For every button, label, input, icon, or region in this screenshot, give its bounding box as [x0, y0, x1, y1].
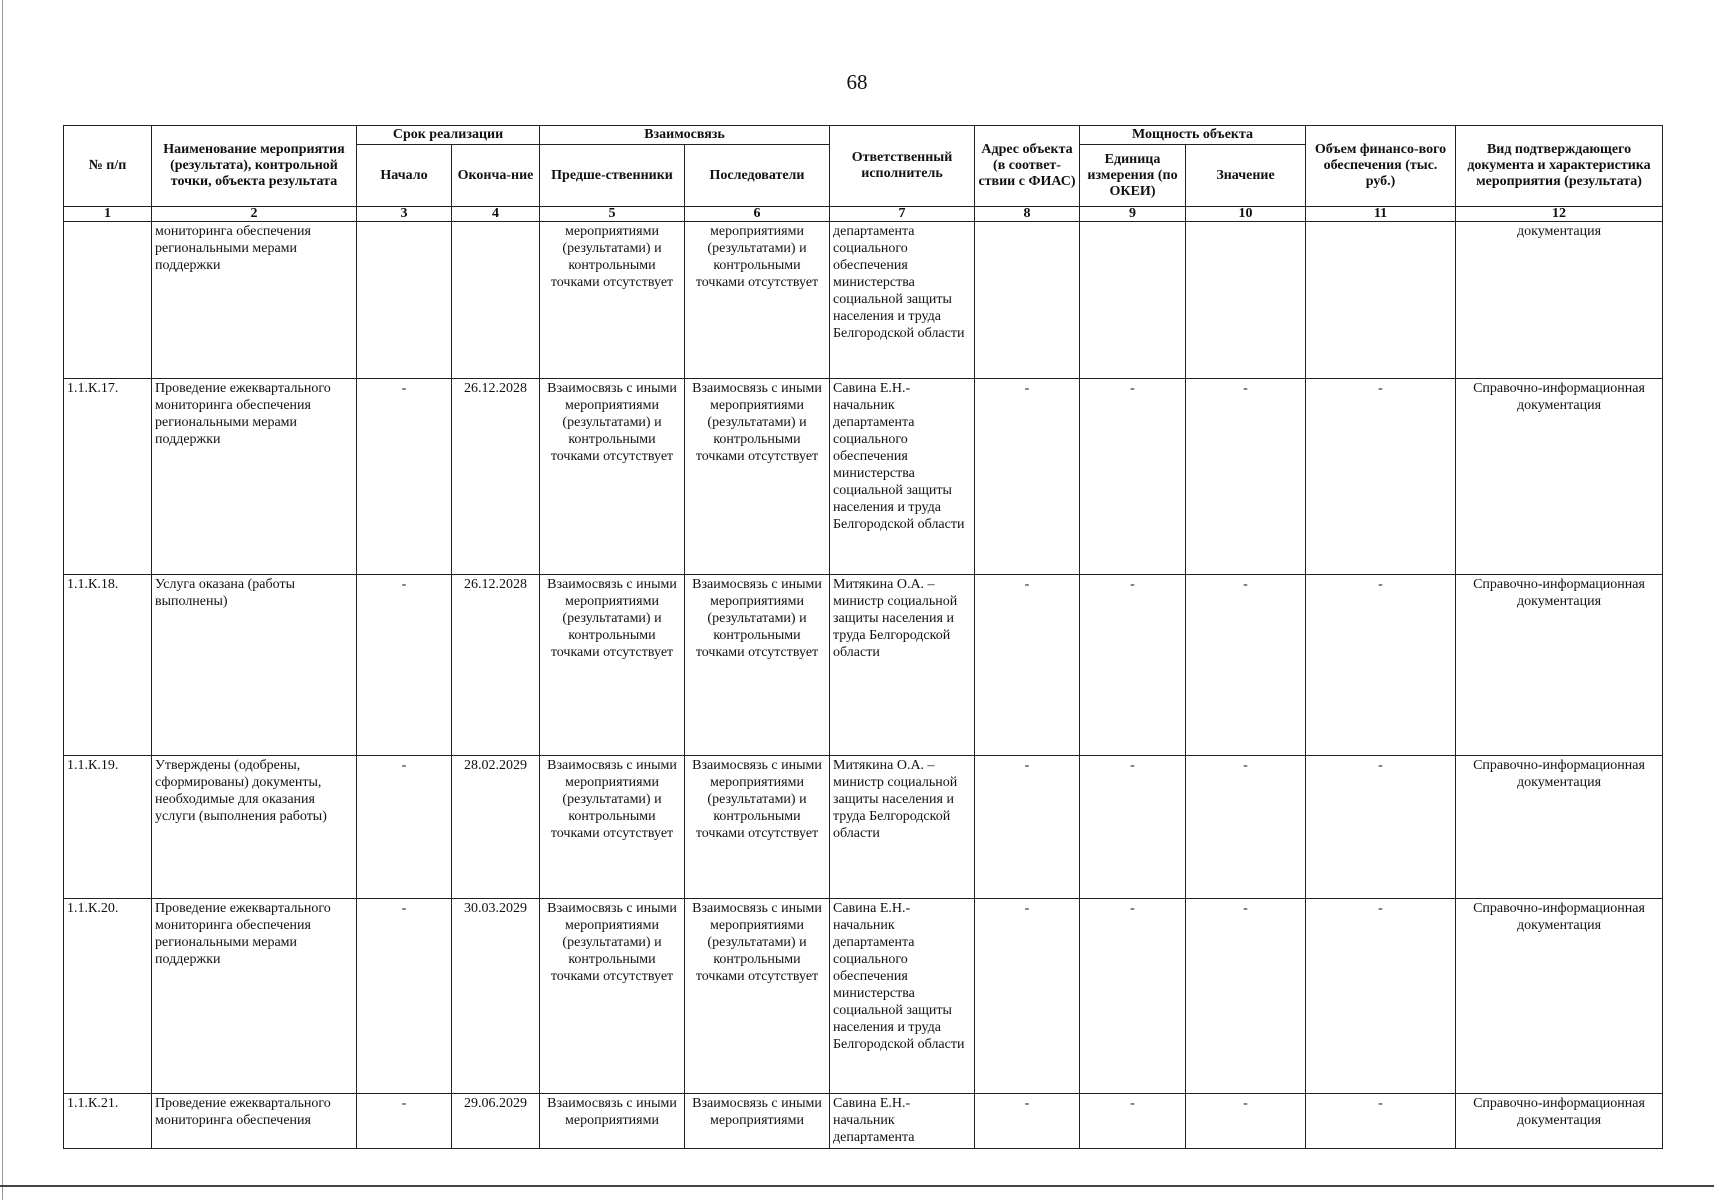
- scan-bottom-edge: [0, 1185, 1714, 1187]
- row-name: мониторинга обеспечения региональными мерами поддержки: [152, 222, 357, 379]
- row-end: 26.12.2028: [452, 574, 540, 755]
- row-successors: Взаимосвязь с иными мероприятиями (результатами) и контрольными точками отсутствует: [685, 379, 830, 575]
- col-number: 4: [452, 207, 540, 222]
- row-unit: -: [1080, 898, 1186, 1094]
- header-num: № п/п: [64, 126, 152, 207]
- row-unit: -: [1080, 574, 1186, 755]
- header-unit: Единица измерения (по ОКЕИ): [1080, 145, 1186, 207]
- row-successors: Взаимосвязь с иными мероприятиями (результатами) и контрольными точками отсутствует: [685, 755, 830, 898]
- row-predecessors: Взаимосвязь с иными мероприятиями (результатами) и контрольными точками отсутствует: [540, 574, 685, 755]
- row-name: Услуга оказана (работы выполнены): [152, 574, 357, 755]
- row-value: -: [1186, 1094, 1306, 1149]
- row-responsible: Савина Е.Н.- начальник департамента социального обеспечения министерства социальной защиты населения и труда Белгородской области: [830, 379, 975, 575]
- row-doc-type: Справочно-информационная документация: [1456, 379, 1663, 575]
- row-num: 1.1.К.18.: [64, 574, 152, 755]
- row-address: -: [975, 379, 1080, 575]
- row-successors: мероприятиями (результатами) и контрольными точками отсутствует: [685, 222, 830, 379]
- header-capacity-group: Мощность объекта: [1080, 126, 1306, 145]
- table-row: [64, 898, 1663, 1094]
- row-responsible: Савина Е.Н.- начальник департамента социального обеспечения министерства социальной защиты населения и труда Белгородской области: [830, 898, 975, 1094]
- row-end: [452, 222, 540, 379]
- row-responsible: Митякина О.А. – министр социальной защиты населения и труда Белгородской области: [830, 574, 975, 755]
- col-number: 10: [1186, 207, 1306, 222]
- row-end: 30.03.2029: [452, 898, 540, 1094]
- row-end: 28.02.2029: [452, 755, 540, 898]
- row-start: -: [357, 574, 452, 755]
- table-row: [64, 379, 1663, 575]
- header-link-group: Взаимосвязь: [540, 126, 830, 145]
- row-start: [357, 222, 452, 379]
- header-address: Адрес объекта (в соответ-ствии с ФИАС): [975, 126, 1080, 207]
- row-value: [1186, 222, 1306, 379]
- col-number: 2: [152, 207, 357, 222]
- col-number: 6: [685, 207, 830, 222]
- header-responsible: Ответственный исполнитель: [830, 126, 975, 207]
- header-value: Значение: [1186, 145, 1306, 207]
- row-predecessors: Взаимосвязь с иными мероприятиями (результатами) и контрольными точками отсутствует: [540, 379, 685, 575]
- row-finance: -: [1306, 898, 1456, 1094]
- table-row: [64, 222, 1663, 379]
- row-value: -: [1186, 574, 1306, 755]
- row-doc-type: документация: [1456, 222, 1663, 379]
- row-unit: -: [1080, 1094, 1186, 1149]
- row-start: -: [357, 379, 452, 575]
- col-number: 7: [830, 207, 975, 222]
- row-doc-type: Справочно-информационная документация: [1456, 755, 1663, 898]
- col-number: 1: [64, 207, 152, 222]
- header-finance: Объем финансо-вого обеспечения (тыс. руб.): [1306, 126, 1456, 207]
- header-period-group: Срок реализации: [357, 126, 540, 145]
- row-finance: -: [1306, 1094, 1456, 1149]
- row-address: -: [975, 898, 1080, 1094]
- col-number: 12: [1456, 207, 1663, 222]
- col-number: 3: [357, 207, 452, 222]
- header-successors: Последователи: [685, 145, 830, 207]
- row-successors: Взаимосвязь с иными мероприятиями (результатами) и контрольными точками отсутствует: [685, 574, 830, 755]
- row-value: -: [1186, 755, 1306, 898]
- implementation-plan-table: [63, 125, 1663, 1149]
- row-successors: Взаимосвязь с иными мероприятиями (результатами) и контрольными точками отсутствует: [685, 898, 830, 1094]
- col-number: 9: [1080, 207, 1186, 222]
- column-number-row: [64, 207, 1663, 222]
- row-end: 29.06.2029: [452, 1094, 540, 1149]
- row-finance: -: [1306, 755, 1456, 898]
- row-num: 1.1.К.21.: [64, 1094, 152, 1149]
- table-row: [64, 755, 1663, 898]
- scan-left-edge: [2, 0, 3, 1200]
- row-address: -: [975, 574, 1080, 755]
- row-doc-type: Справочно-информационная документация: [1456, 574, 1663, 755]
- row-value: -: [1186, 898, 1306, 1094]
- row-predecessors: Взаимосвязь с иными мероприятиями (результатами) и контрольными точками отсутствует: [540, 755, 685, 898]
- row-successors: Взаимосвязь с иными мероприятиями: [685, 1094, 830, 1149]
- row-predecessors: мероприятиями (результатами) и контрольными точками отсутствует: [540, 222, 685, 379]
- header-predecessors: Предше-ственники: [540, 145, 685, 207]
- row-end: 26.12.2028: [452, 379, 540, 575]
- header-doc-type: Вид подтверждающего документа и характеристика мероприятия (результата): [1456, 126, 1663, 207]
- row-address: [975, 222, 1080, 379]
- row-responsible: департамента социального обеспечения министерства социальной защиты населения и труда Белгородской области: [830, 222, 975, 379]
- col-number: 5: [540, 207, 685, 222]
- row-address: -: [975, 755, 1080, 898]
- row-num: 1.1.К.19.: [64, 755, 152, 898]
- col-number: 11: [1306, 207, 1456, 222]
- row-start: -: [357, 898, 452, 1094]
- row-unit: -: [1080, 755, 1186, 898]
- row-finance: -: [1306, 574, 1456, 755]
- row-predecessors: Взаимосвязь с иными мероприятиями: [540, 1094, 685, 1149]
- col-number: 8: [975, 207, 1080, 222]
- row-responsible: Митякина О.А. – министр социальной защиты населения и труда Белгородской области: [830, 755, 975, 898]
- row-name: Проведение ежеквартального мониторинга обеспечения региональными мерами поддержки: [152, 898, 357, 1094]
- row-unit: [1080, 222, 1186, 379]
- row-start: -: [357, 755, 452, 898]
- table-row: [64, 1094, 1663, 1149]
- row-responsible: Савина Е.Н.- начальник департамента: [830, 1094, 975, 1149]
- table-row: [64, 574, 1663, 755]
- row-address: -: [975, 1094, 1080, 1149]
- header-start: Начало: [357, 145, 452, 207]
- row-finance: -: [1306, 379, 1456, 575]
- row-finance: [1306, 222, 1456, 379]
- header-name: Наименование мероприятия (результата), контрольной точки, объекта результата: [152, 126, 357, 207]
- header-row-top: [64, 126, 1663, 145]
- row-doc-type: Справочно-информационная документация: [1456, 898, 1663, 1094]
- header-end: Оконча-ние: [452, 145, 540, 207]
- row-doc-type: Справочно-информационная документация: [1456, 1094, 1663, 1149]
- row-num: 1.1.К.20.: [64, 898, 152, 1094]
- row-start: -: [357, 1094, 452, 1149]
- page-number: 68: [846, 70, 868, 94]
- row-value: -: [1186, 379, 1306, 575]
- row-name: Утверждены (одобрены, сформированы) документы, необходимые для оказания услуги (выполнения работы): [152, 755, 357, 898]
- row-num: [64, 222, 152, 379]
- row-unit: -: [1080, 379, 1186, 575]
- row-name: Проведение ежеквартального мониторинга обеспечения региональными мерами поддержки: [152, 379, 357, 575]
- row-name: Проведение ежеквартального мониторинга обеспечения: [152, 1094, 357, 1149]
- row-num: 1.1.К.17.: [64, 379, 152, 575]
- row-predecessors: Взаимосвязь с иными мероприятиями (результатами) и контрольными точками отсутствует: [540, 898, 685, 1094]
